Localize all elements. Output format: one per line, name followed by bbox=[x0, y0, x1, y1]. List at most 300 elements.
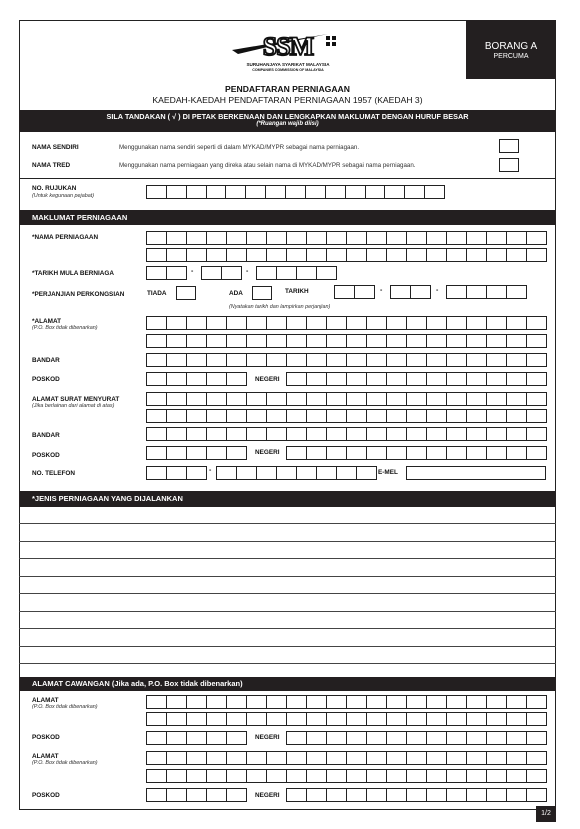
char-cell[interactable] bbox=[226, 334, 247, 348]
char-cell[interactable] bbox=[506, 788, 527, 802]
char-cell[interactable] bbox=[286, 731, 307, 745]
char-cell[interactable] bbox=[146, 788, 167, 802]
char-cell[interactable] bbox=[346, 334, 367, 348]
char-cell[interactable] bbox=[226, 712, 247, 726]
char-cell[interactable] bbox=[186, 231, 207, 245]
char-cell[interactable] bbox=[346, 446, 367, 460]
char-cell[interactable] bbox=[146, 769, 167, 783]
char-cell[interactable] bbox=[446, 427, 467, 441]
char-cell[interactable] bbox=[246, 751, 267, 765]
char-cell[interactable] bbox=[206, 446, 227, 460]
char-cell[interactable] bbox=[486, 712, 507, 726]
char-cell[interactable] bbox=[146, 266, 167, 280]
char-cell[interactable] bbox=[186, 372, 207, 386]
char-cell[interactable] bbox=[466, 788, 487, 802]
char-cell[interactable] bbox=[486, 731, 507, 745]
state-input[interactable] bbox=[286, 372, 546, 386]
email-input[interactable] bbox=[406, 466, 546, 480]
char-cell[interactable] bbox=[406, 427, 427, 441]
char-cell[interactable] bbox=[526, 427, 547, 441]
char-cell[interactable] bbox=[506, 316, 527, 330]
char-cell[interactable] bbox=[286, 695, 307, 709]
char-cell[interactable] bbox=[486, 334, 507, 348]
char-cell[interactable] bbox=[526, 316, 547, 330]
char-cell[interactable] bbox=[146, 695, 167, 709]
char-cell[interactable] bbox=[306, 316, 327, 330]
char-cell[interactable] bbox=[386, 731, 407, 745]
mail-postcode-input[interactable] bbox=[146, 446, 246, 460]
char-cell[interactable] bbox=[166, 316, 187, 330]
partnership-date-month[interactable] bbox=[390, 285, 430, 299]
char-cell[interactable] bbox=[306, 409, 327, 423]
char-cell[interactable] bbox=[346, 353, 367, 367]
char-cell[interactable] bbox=[226, 248, 247, 262]
char-cell[interactable] bbox=[346, 695, 367, 709]
char-cell[interactable] bbox=[226, 427, 247, 441]
char-cell[interactable] bbox=[466, 409, 487, 423]
char-cell[interactable] bbox=[346, 316, 367, 330]
partnership-yes-checkbox[interactable] bbox=[252, 286, 272, 300]
char-cell[interactable] bbox=[326, 334, 347, 348]
char-cell[interactable] bbox=[316, 466, 337, 480]
char-cell[interactable] bbox=[166, 231, 187, 245]
char-cell[interactable] bbox=[286, 392, 307, 406]
char-cell[interactable] bbox=[526, 695, 547, 709]
char-cell[interactable] bbox=[446, 712, 467, 726]
char-cell[interactable] bbox=[526, 769, 547, 783]
char-cell[interactable] bbox=[166, 372, 187, 386]
own-name-checkbox[interactable] bbox=[499, 139, 519, 153]
char-cell[interactable] bbox=[286, 788, 307, 802]
char-cell[interactable] bbox=[426, 334, 447, 348]
char-cell[interactable] bbox=[466, 334, 487, 348]
char-cell[interactable] bbox=[466, 316, 487, 330]
char-cell[interactable] bbox=[466, 248, 487, 262]
char-cell[interactable] bbox=[346, 769, 367, 783]
char-cell[interactable] bbox=[366, 751, 387, 765]
char-cell[interactable] bbox=[486, 353, 507, 367]
char-cell[interactable] bbox=[466, 695, 487, 709]
char-cell[interactable] bbox=[286, 353, 307, 367]
char-cell[interactable] bbox=[466, 372, 487, 386]
char-cell[interactable] bbox=[466, 353, 487, 367]
mail-address-input-row2[interactable] bbox=[146, 409, 546, 423]
char-cell[interactable] bbox=[446, 769, 467, 783]
char-cell[interactable] bbox=[206, 248, 227, 262]
reference-input[interactable] bbox=[146, 185, 444, 199]
char-cell[interactable] bbox=[166, 248, 187, 262]
char-cell[interactable] bbox=[446, 231, 467, 245]
mail-city-input[interactable] bbox=[146, 427, 546, 441]
char-cell[interactable] bbox=[386, 334, 407, 348]
char-cell[interactable] bbox=[286, 372, 307, 386]
char-cell[interactable] bbox=[296, 466, 317, 480]
char-cell[interactable] bbox=[256, 466, 277, 480]
char-cell[interactable] bbox=[186, 334, 207, 348]
mail-state-input[interactable] bbox=[286, 446, 546, 460]
char-cell[interactable] bbox=[266, 316, 287, 330]
char-cell[interactable] bbox=[356, 466, 377, 480]
char-cell[interactable] bbox=[276, 266, 297, 280]
char-cell[interactable] bbox=[506, 446, 527, 460]
char-cell[interactable] bbox=[201, 266, 222, 280]
char-cell[interactable] bbox=[186, 751, 207, 765]
char-cell[interactable] bbox=[466, 285, 487, 299]
char-cell[interactable] bbox=[166, 409, 187, 423]
char-cell[interactable] bbox=[246, 427, 267, 441]
char-cell[interactable] bbox=[146, 334, 167, 348]
char-cell[interactable] bbox=[246, 353, 267, 367]
char-cell[interactable] bbox=[306, 446, 327, 460]
char-cell[interactable] bbox=[366, 316, 387, 330]
char-cell[interactable] bbox=[384, 185, 405, 199]
char-cell[interactable] bbox=[526, 731, 547, 745]
char-cell[interactable] bbox=[326, 788, 347, 802]
char-cell[interactable] bbox=[446, 409, 467, 423]
char-cell[interactable] bbox=[266, 409, 287, 423]
char-cell[interactable] bbox=[326, 427, 347, 441]
char-cell[interactable] bbox=[386, 409, 407, 423]
char-cell[interactable] bbox=[146, 392, 167, 406]
char-cell[interactable] bbox=[266, 695, 287, 709]
char-cell[interactable] bbox=[186, 316, 207, 330]
char-cell[interactable] bbox=[286, 248, 307, 262]
char-cell[interactable] bbox=[166, 392, 187, 406]
char-cell[interactable] bbox=[266, 231, 287, 245]
char-cell[interactable] bbox=[206, 353, 227, 367]
char-cell[interactable] bbox=[426, 731, 447, 745]
char-cell[interactable] bbox=[236, 466, 257, 480]
char-cell[interactable] bbox=[246, 695, 267, 709]
char-cell[interactable] bbox=[526, 446, 547, 460]
char-cell[interactable] bbox=[334, 285, 355, 299]
char-cell[interactable] bbox=[186, 409, 207, 423]
char-cell[interactable] bbox=[226, 751, 247, 765]
char-cell[interactable] bbox=[466, 427, 487, 441]
char-cell[interactable] bbox=[366, 446, 387, 460]
char-cell[interactable] bbox=[366, 731, 387, 745]
char-cell[interactable] bbox=[326, 695, 347, 709]
char-cell[interactable] bbox=[426, 695, 447, 709]
char-cell[interactable] bbox=[506, 353, 527, 367]
char-cell[interactable] bbox=[446, 392, 467, 406]
char-cell[interactable] bbox=[186, 446, 207, 460]
char-cell[interactable] bbox=[326, 409, 347, 423]
char-cell[interactable] bbox=[506, 248, 527, 262]
char-cell[interactable] bbox=[446, 695, 467, 709]
char-cell[interactable] bbox=[336, 466, 357, 480]
city-input[interactable] bbox=[146, 353, 546, 367]
char-cell[interactable] bbox=[506, 731, 527, 745]
char-cell[interactable] bbox=[326, 712, 347, 726]
char-cell[interactable] bbox=[266, 751, 287, 765]
char-cell[interactable] bbox=[225, 185, 246, 199]
char-cell[interactable] bbox=[186, 248, 207, 262]
char-cell[interactable] bbox=[466, 446, 487, 460]
char-cell[interactable] bbox=[506, 285, 527, 299]
char-cell[interactable] bbox=[386, 446, 407, 460]
char-cell[interactable] bbox=[426, 231, 447, 245]
char-cell[interactable] bbox=[256, 266, 277, 280]
char-cell[interactable] bbox=[226, 392, 247, 406]
char-cell[interactable] bbox=[166, 466, 187, 480]
char-cell[interactable] bbox=[306, 353, 327, 367]
char-cell[interactable] bbox=[506, 712, 527, 726]
char-cell[interactable] bbox=[506, 231, 527, 245]
char-cell[interactable] bbox=[186, 353, 207, 367]
char-cell[interactable] bbox=[246, 769, 267, 783]
char-cell[interactable] bbox=[506, 769, 527, 783]
start-date-year[interactable] bbox=[256, 266, 336, 280]
char-cell[interactable] bbox=[206, 427, 227, 441]
char-cell[interactable] bbox=[426, 409, 447, 423]
char-cell[interactable] bbox=[266, 712, 287, 726]
char-cell[interactable] bbox=[466, 731, 487, 745]
char-cell[interactable] bbox=[166, 334, 187, 348]
char-cell[interactable] bbox=[286, 334, 307, 348]
char-cell[interactable] bbox=[226, 769, 247, 783]
char-cell[interactable] bbox=[306, 427, 327, 441]
char-cell[interactable] bbox=[506, 751, 527, 765]
char-cell[interactable] bbox=[206, 409, 227, 423]
branch2-state-input[interactable] bbox=[286, 788, 546, 802]
char-cell[interactable] bbox=[466, 712, 487, 726]
char-cell[interactable] bbox=[526, 751, 547, 765]
char-cell[interactable] bbox=[146, 731, 167, 745]
char-cell[interactable] bbox=[346, 248, 367, 262]
char-cell[interactable] bbox=[406, 248, 427, 262]
char-cell[interactable] bbox=[186, 769, 207, 783]
char-cell[interactable] bbox=[266, 392, 287, 406]
char-cell[interactable] bbox=[206, 731, 227, 745]
char-cell[interactable] bbox=[486, 372, 507, 386]
char-cell[interactable] bbox=[246, 231, 267, 245]
char-cell[interactable] bbox=[226, 446, 247, 460]
char-cell[interactable] bbox=[306, 788, 327, 802]
branch2-postcode-input[interactable] bbox=[146, 788, 246, 802]
char-cell[interactable] bbox=[366, 231, 387, 245]
char-cell[interactable] bbox=[446, 248, 467, 262]
char-cell[interactable] bbox=[326, 316, 347, 330]
char-cell[interactable] bbox=[226, 409, 247, 423]
char-cell[interactable] bbox=[466, 769, 487, 783]
char-cell[interactable] bbox=[486, 769, 507, 783]
char-cell[interactable] bbox=[246, 248, 267, 262]
char-cell[interactable] bbox=[406, 231, 427, 245]
char-cell[interactable] bbox=[346, 731, 367, 745]
char-cell[interactable] bbox=[286, 231, 307, 245]
char-cell[interactable] bbox=[316, 266, 337, 280]
char-cell[interactable] bbox=[306, 392, 327, 406]
char-cell[interactable] bbox=[226, 353, 247, 367]
char-cell[interactable] bbox=[386, 769, 407, 783]
char-cell[interactable] bbox=[346, 427, 367, 441]
char-cell[interactable] bbox=[486, 695, 507, 709]
char-cell[interactable] bbox=[506, 427, 527, 441]
char-cell[interactable] bbox=[406, 353, 427, 367]
char-cell[interactable] bbox=[406, 446, 427, 460]
char-cell[interactable] bbox=[345, 185, 366, 199]
char-cell[interactable] bbox=[526, 788, 547, 802]
char-cell[interactable] bbox=[206, 712, 227, 726]
char-cell[interactable] bbox=[346, 751, 367, 765]
char-cell[interactable] bbox=[406, 751, 427, 765]
char-cell[interactable] bbox=[265, 185, 286, 199]
char-cell[interactable] bbox=[366, 788, 387, 802]
char-cell[interactable] bbox=[466, 231, 487, 245]
char-cell[interactable] bbox=[446, 372, 467, 386]
char-cell[interactable] bbox=[306, 372, 327, 386]
char-cell[interactable] bbox=[506, 372, 527, 386]
char-cell[interactable] bbox=[246, 334, 267, 348]
char-cell[interactable] bbox=[526, 372, 547, 386]
char-cell[interactable] bbox=[266, 353, 287, 367]
char-cell[interactable] bbox=[186, 392, 207, 406]
char-cell[interactable] bbox=[245, 185, 266, 199]
char-cell[interactable] bbox=[246, 409, 267, 423]
char-cell[interactable] bbox=[146, 372, 167, 386]
char-cell[interactable] bbox=[366, 392, 387, 406]
branch-postcode-input[interactable] bbox=[146, 731, 246, 745]
char-cell[interactable] bbox=[426, 427, 447, 441]
char-cell[interactable] bbox=[186, 695, 207, 709]
char-cell[interactable] bbox=[446, 353, 467, 367]
char-cell[interactable] bbox=[326, 446, 347, 460]
char-cell[interactable] bbox=[206, 769, 227, 783]
partnership-date-day[interactable] bbox=[334, 285, 374, 299]
char-cell[interactable] bbox=[426, 392, 447, 406]
char-cell[interactable] bbox=[366, 334, 387, 348]
char-cell[interactable] bbox=[206, 695, 227, 709]
char-cell[interactable] bbox=[276, 466, 297, 480]
char-cell[interactable] bbox=[206, 751, 227, 765]
char-cell[interactable] bbox=[306, 695, 327, 709]
branch2-address-input-row2[interactable] bbox=[146, 769, 546, 783]
phone-prefix-input[interactable] bbox=[146, 466, 206, 480]
char-cell[interactable] bbox=[306, 731, 327, 745]
char-cell[interactable] bbox=[186, 427, 207, 441]
partnership-date-year[interactable] bbox=[446, 285, 526, 299]
char-cell[interactable] bbox=[166, 266, 187, 280]
char-cell[interactable] bbox=[466, 392, 487, 406]
char-cell[interactable] bbox=[386, 353, 407, 367]
char-cell[interactable] bbox=[166, 751, 187, 765]
char-cell[interactable] bbox=[206, 231, 227, 245]
char-cell[interactable] bbox=[486, 409, 507, 423]
char-cell[interactable] bbox=[426, 446, 447, 460]
char-cell[interactable] bbox=[506, 409, 527, 423]
char-cell[interactable] bbox=[486, 427, 507, 441]
char-cell[interactable] bbox=[406, 392, 427, 406]
char-cell[interactable] bbox=[206, 334, 227, 348]
char-cell[interactable] bbox=[426, 751, 447, 765]
branch2-address-input-row1[interactable] bbox=[146, 751, 546, 765]
char-cell[interactable] bbox=[246, 392, 267, 406]
char-cell[interactable] bbox=[216, 466, 237, 480]
char-cell[interactable] bbox=[486, 446, 507, 460]
char-cell[interactable] bbox=[406, 788, 427, 802]
char-cell[interactable] bbox=[386, 372, 407, 386]
char-cell[interactable] bbox=[366, 769, 387, 783]
char-cell[interactable] bbox=[326, 731, 347, 745]
char-cell[interactable] bbox=[206, 392, 227, 406]
char-cell[interactable] bbox=[526, 409, 547, 423]
char-cell[interactable] bbox=[326, 372, 347, 386]
char-cell[interactable] bbox=[286, 751, 307, 765]
char-cell[interactable] bbox=[426, 316, 447, 330]
branch-state-input[interactable] bbox=[286, 731, 546, 745]
char-cell[interactable] bbox=[446, 731, 467, 745]
char-cell[interactable] bbox=[306, 248, 327, 262]
char-cell[interactable] bbox=[226, 316, 247, 330]
char-cell[interactable] bbox=[406, 712, 427, 726]
char-cell[interactable] bbox=[146, 185, 167, 199]
char-cell[interactable] bbox=[366, 712, 387, 726]
char-cell[interactable] bbox=[226, 231, 247, 245]
char-cell[interactable] bbox=[146, 712, 167, 726]
char-cell[interactable] bbox=[366, 695, 387, 709]
char-cell[interactable] bbox=[486, 248, 507, 262]
char-cell[interactable] bbox=[206, 372, 227, 386]
char-cell[interactable] bbox=[446, 788, 467, 802]
char-cell[interactable] bbox=[406, 334, 427, 348]
char-cell[interactable] bbox=[386, 712, 407, 726]
business-name-input-row2[interactable] bbox=[146, 248, 546, 262]
char-cell[interactable] bbox=[424, 185, 445, 199]
char-cell[interactable] bbox=[206, 788, 227, 802]
char-cell[interactable] bbox=[404, 185, 425, 199]
char-cell[interactable] bbox=[246, 316, 267, 330]
char-cell[interactable] bbox=[426, 372, 447, 386]
char-cell[interactable] bbox=[226, 372, 247, 386]
char-cell[interactable] bbox=[346, 712, 367, 726]
branch-address-input-row1[interactable] bbox=[146, 695, 546, 709]
char-cell[interactable] bbox=[486, 231, 507, 245]
char-cell[interactable] bbox=[386, 231, 407, 245]
char-cell[interactable] bbox=[305, 185, 326, 199]
char-cell[interactable] bbox=[226, 731, 247, 745]
char-cell[interactable] bbox=[346, 392, 367, 406]
char-cell[interactable] bbox=[366, 427, 387, 441]
char-cell[interactable] bbox=[426, 788, 447, 802]
char-cell[interactable] bbox=[286, 316, 307, 330]
char-cell[interactable] bbox=[406, 769, 427, 783]
char-cell[interactable] bbox=[506, 334, 527, 348]
char-cell[interactable] bbox=[390, 285, 411, 299]
char-cell[interactable] bbox=[146, 248, 167, 262]
char-cell[interactable] bbox=[446, 316, 467, 330]
char-cell[interactable] bbox=[486, 285, 507, 299]
business-name-input-row1[interactable] bbox=[146, 231, 546, 245]
char-cell[interactable] bbox=[286, 769, 307, 783]
char-cell[interactable] bbox=[266, 248, 287, 262]
char-cell[interactable] bbox=[506, 392, 527, 406]
char-cell[interactable] bbox=[410, 285, 431, 299]
partnership-none-checkbox[interactable] bbox=[176, 286, 196, 300]
char-cell[interactable] bbox=[346, 409, 367, 423]
char-cell[interactable] bbox=[146, 316, 167, 330]
char-cell[interactable] bbox=[326, 769, 347, 783]
char-cell[interactable] bbox=[166, 695, 187, 709]
char-cell[interactable] bbox=[186, 466, 207, 480]
char-cell[interactable] bbox=[226, 788, 247, 802]
char-cell[interactable] bbox=[486, 788, 507, 802]
char-cell[interactable] bbox=[386, 427, 407, 441]
char-cell[interactable] bbox=[365, 185, 386, 199]
char-cell[interactable] bbox=[306, 231, 327, 245]
char-cell[interactable] bbox=[406, 731, 427, 745]
char-cell[interactable] bbox=[506, 695, 527, 709]
